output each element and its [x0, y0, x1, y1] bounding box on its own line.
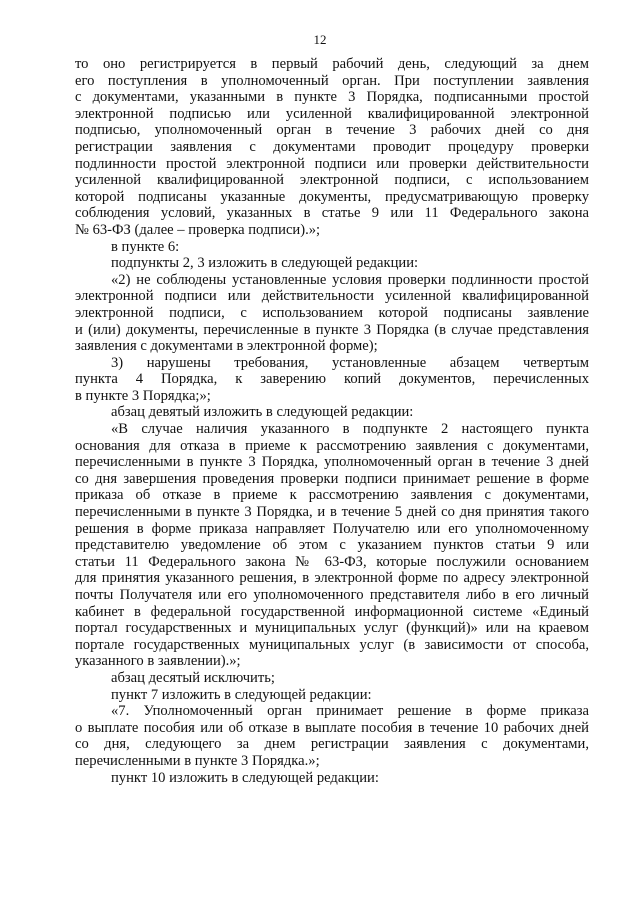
text-line: подписью, уполномоченный орган в течение 3 рабочих дней со дня	[75, 122, 589, 139]
text-line: абзац десятый исключить;	[111, 669, 275, 686]
text-line: портал государственных и муниципальных услуг (функций)» или на краевом	[75, 620, 589, 637]
text-line: портале государственных муниципальных услуг (в зависимости от способа,	[75, 636, 589, 653]
text-line: в пункте 3 Порядка;»;	[75, 387, 211, 404]
text-line: представителю уведомление об этом с указанием пунктов статьи 9 или	[75, 537, 589, 554]
text-line: заявления с документами в электронной форме);	[75, 338, 378, 355]
text-line: абзац девятый изложить в следующей редакции:	[111, 404, 414, 421]
text-line: кабинет в федеральной государственной информационной системе «Единый	[75, 603, 589, 620]
text-line: о выплате пособия или об отказе в выплате пособия в течение 10 рабочих дней	[75, 719, 589, 736]
text-line: подпункты 2, 3 изложить в следующей редакции:	[111, 255, 419, 272]
text-line: которой подписаны указанные документы, предусматривающую проверку	[75, 188, 589, 205]
text-line: электронной подписью или усиленной квалифицированной электронной	[75, 105, 589, 122]
text-line: 3) нарушены требования, установленные абзацем четвертым	[111, 354, 589, 371]
text-line: перечисленными в пункте 3 Порядка, и в течение 5 дней со дня принятия такого	[75, 504, 589, 521]
text-line: электронной подписи, с использованием которой подписаны заявление	[75, 304, 589, 321]
text-line: приказа об отказе в приеме к рассмотрению заявления с документами,	[75, 487, 589, 504]
text-line: пункта 4 Порядка, к заверению копий документов, перечисленных	[75, 371, 589, 388]
text-line: перечисленными в пункте 3 Порядка, уполномоченный орган в течение 3 дней	[75, 454, 589, 471]
text-line: статьи 11 Федерального закона № 63-ФЗ, которые послужили основанием	[75, 553, 589, 570]
text-line: основания для отказа в приеме к рассмотрению заявления с документами,	[75, 437, 589, 454]
text-line: подлинности простой электронной подписи или проверки действительности	[75, 155, 589, 172]
body-text	[75, 56, 589, 786]
text-line: регистрации заявления с документами проводит процедуру проверки	[75, 138, 589, 155]
text-line: пункт 10 изложить в следующей редакции:	[111, 769, 379, 786]
text-line: соблюдения условий, указанных в статье 9 или 11 Федерального закона	[75, 205, 589, 222]
text-line: усиленной квалифицированной электронной подписи, с использованием	[75, 172, 589, 189]
text-line: № 63-ФЗ (далее – проверка подписи).»;	[75, 221, 321, 238]
text-line: то оно регистрируется в первый рабочий день, следующий за днем	[75, 56, 589, 72]
text-line: с документами, указанными в пункте 3 Порядка, подписанными простой	[75, 89, 589, 106]
text-line: «7. Уполномоченный орган принимает решение в форме приказа	[111, 703, 589, 720]
text-line: пункт 7 изложить в следующей редакции:	[111, 686, 372, 703]
text-line: электронной подписи или действительности усиленной квалифицированной	[75, 288, 589, 305]
text-line: перечисленными в пункте 3 Порядка.»;	[75, 752, 320, 769]
text-line: почты Получателя или его уполномоченного представителя либо в его личный	[75, 587, 589, 603]
page-number: 12	[313, 32, 327, 47]
text-line: решения в форме приказа направляет Получателю или его уполномоченному	[75, 520, 589, 537]
text-line: со дня завершения проведения проверки подписи принимает решение в форме	[75, 470, 589, 487]
text-line: со дня, следующего за днем регистрации заявления с документами,	[75, 736, 589, 753]
text-line: его поступления в уполномоченный орган. При поступлении заявления	[75, 72, 589, 89]
text-line: указанного в заявлении).»;	[75, 653, 241, 670]
text-line: «В случае наличия указанного в подпункте 2 настоящего пункта	[111, 421, 589, 438]
text-line: «2) не соблюдены установленные условия проверки подлинности простой	[111, 271, 589, 288]
text-line: для принятия указанного решения, в электронной форме по адресу электронной	[75, 570, 589, 587]
text-line: и (или) документы, перечисленные в пункте 3 Порядка (в случае представления	[75, 321, 589, 338]
text-line: в пункте 6:	[111, 238, 180, 255]
